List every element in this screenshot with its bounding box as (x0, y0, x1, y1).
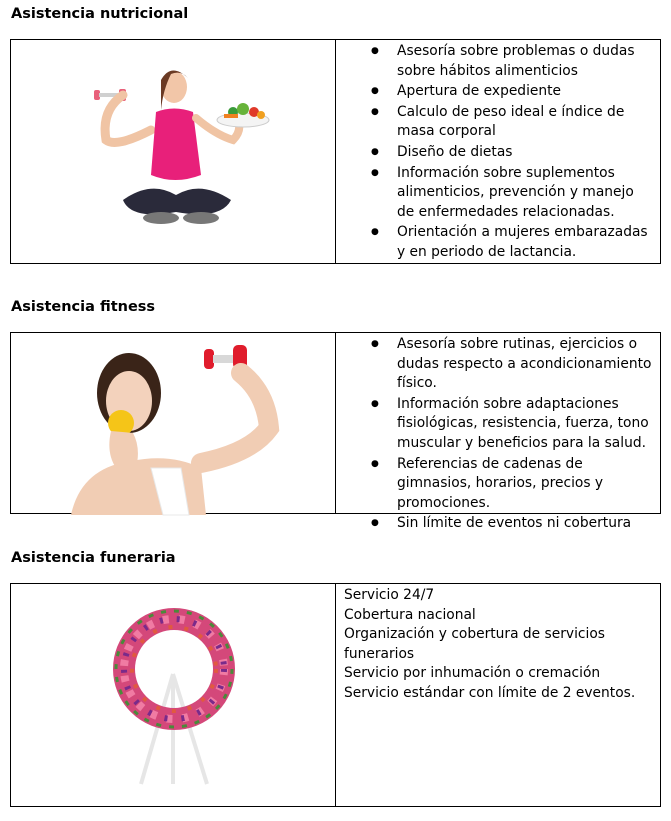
list-item: ● Referencias de cadenas de gimnasios, horarios, precios y promociones. (397, 455, 654, 514)
nutricional-table (10, 39, 661, 264)
funeraria-image-cell (11, 584, 336, 806)
nutricional-image-cell (11, 40, 336, 263)
fitness-list (344, 335, 654, 534)
list-item: ● Orientación a mujeres embarazadas y en periodo de lactancia. (397, 223, 654, 262)
fitness-table (10, 332, 661, 532)
funeraria-table (10, 583, 661, 807)
list-item: ● Asesoría sobre rutinas, ejercicios o dudas respecto a acondicionamiento físico. (397, 335, 654, 394)
fitness-image-cell (11, 333, 336, 513)
list-item: ● Calculo de peso ideal e índice de masa corporal (397, 103, 654, 142)
woman-eating-apple-with-dumbbell-image (11, 333, 336, 515)
funeraria-line: Servicio por inhumación o cremación (344, 665, 601, 682)
funeraria-line: Servicio estándar con límite de 2 eventos. (344, 684, 636, 701)
fitness-text-cell (336, 333, 660, 532)
list-item: ● Apertura de expediente (397, 82, 654, 102)
list-item: ● Información sobre suplementos alimenticios, prevención y manejo de enfermedades relacionadas. (397, 164, 654, 223)
section-title-nutricional: Asistencia nutricional (11, 6, 189, 22)
section-title-fitness: Asistencia fitness (11, 299, 156, 315)
list-item: ● Información sobre adaptaciones fisiológicas, resistencia, fuerza, tono muscular y beneficios para la salud. (397, 395, 654, 454)
funeraria-line: Servicio 24/7 (344, 587, 435, 603)
section-title-funeraria: Asistencia funeraria (11, 550, 176, 566)
nutricional-list (344, 42, 654, 263)
woman-with-dumbbell-and-vegetables-image (11, 40, 336, 265)
funeraria-line: Organización y cobertura de servicios funerarios (344, 626, 605, 662)
list-item: ● Sin límite de eventos ni cobertura (397, 514, 654, 534)
list-item: ● Asesoría sobre problemas o dudas sobre hábitos alimenticios (397, 42, 654, 81)
list-item: ● Diseño de dietas (397, 143, 654, 163)
funeraria-line: Cobertura nacional (344, 606, 476, 623)
funeraria-text-cell (336, 584, 660, 806)
nutricional-text-cell (336, 40, 660, 263)
flower-wreath-image (11, 584, 336, 808)
